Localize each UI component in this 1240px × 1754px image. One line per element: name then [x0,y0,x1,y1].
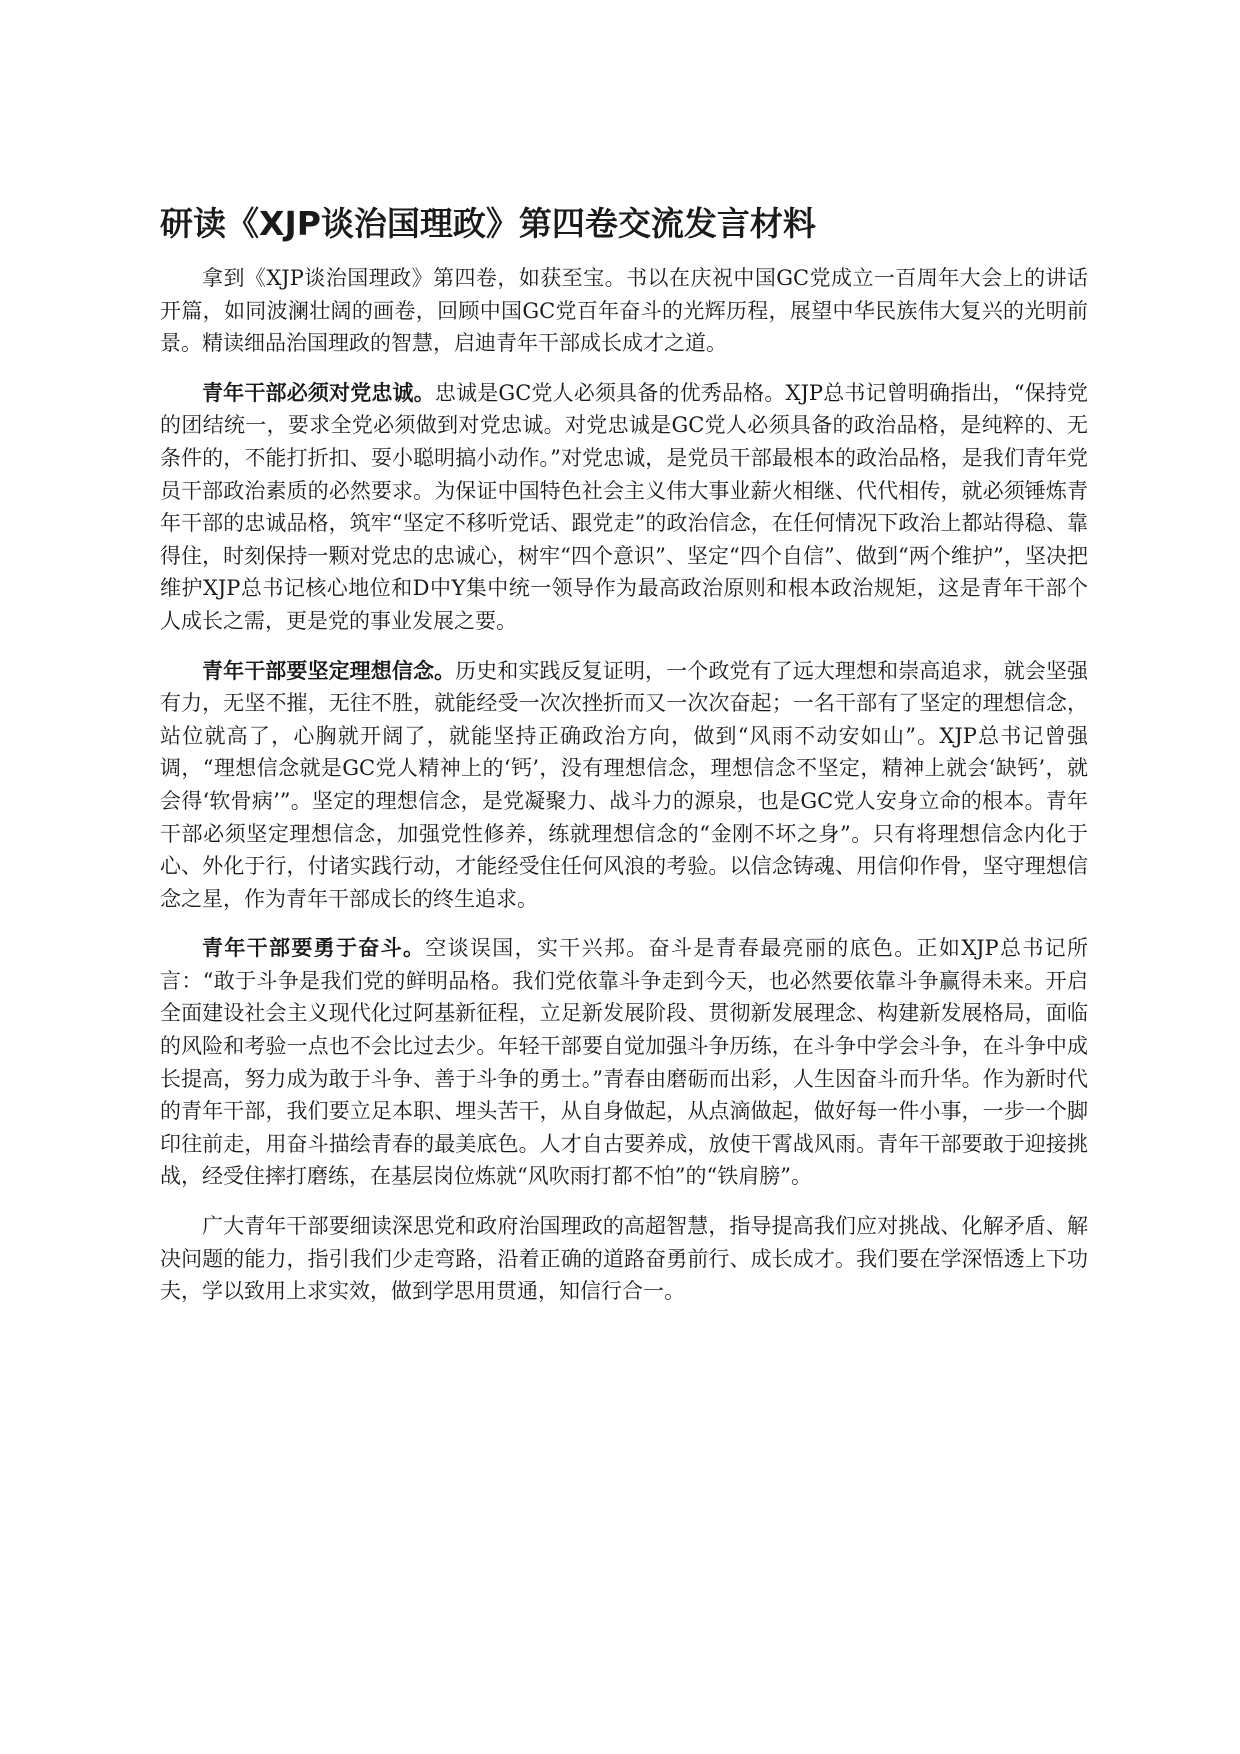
paragraph-text: 空谈误国，实干兴邦。奋斗是青春最亮丽的底色。正如XJP总书记所言：“敢于斗争是我们党的鲜明品格。我们党依靠斗争走到今天，也必然要依靠斗争赢得未来。开启全面建设社会主义现代化过阿基新征程，立足新发展阶段、贯彻新发展理念、构建新发展格局，面临的风险和考验一点也不会比过去少。年轻干部要自觉加强斗争历练，在斗争中学会斗争，在斗争中成长提高，努力成为敢于斗争、善于斗争的勇士。”青春由磨砺而出彩，人生因奋斗而升华。作为新时代的青年干部，我们要立足本职、埋头苦干，从自身做起，从点滴做起，做好每一件小事，一步一个脚印往前走，用奋斗描绘青春的最美底色。人才自古要养成，放使干霄战风雨。青年干部要敢于迎接挑战，经受住摔打磨练，在基层岗位炼就“风吹雨打都不怕”的“铁肩膀”。 [160,936,1089,1189]
paragraph-lead: 青年干部要勇于奋斗。 [202,936,426,961]
paragraph-ideals [160,655,1088,916]
paragraph-loyalty [160,377,1088,638]
paragraph-lead: 青年干部要坚定理想信念。 [202,658,456,683]
paragraph-intro [160,262,1088,360]
document-title: 研读《XJP谈治国理政》第四卷交流发言材料 [160,204,816,243]
paragraph-text: 广大青年干部要细读深思党和政府治国理政的高超智慧，指导提高我们应对挑战、化解矛盾、解决问题的能力，指引我们少走弯路，沿着正确的道路奋勇前行、成长成才。我们要在学深悟透上下功夫，学以致用上求实效，做到学思用贯通，知信行合一。 [160,1214,1088,1304]
paragraph-text: 历史和实践反复证明，一个政党有了远大理想和崇高追求，就会坚强有力，无坚不摧，无往不胜，就能经受一次次挫折而又一次次奋起；一名干部有了坚定的理想信念，站位就高了，心胸就开阔了，就能坚持正确政治方向，做到“风雨不动安如山”。XJP总书记曾强调，“理想信念就是GC党人精神上的‘钙’，没有理想信念，理想信念不坚定，精神上就会‘缺钙’，就会得‘软骨病’”。坚定的理想信念，是党凝聚力、战斗力的源泉，也是GC党人安身立命的根本。青年干部必须坚定理想信念，加强党性修养，练就理想信念的“金刚不坏之身”。只有将理想信念内化于心、外化于行，付诸实践行动，才能经受住任何风浪的考验。以信念铸魂、用信仰作骨，坚守理想信念之星，作为青年干部成长的终生追求。 [160,658,1088,911]
paragraph-struggle [160,932,1088,1193]
paragraph-text: 拿到《XJP谈治国理政》第四卷，如获至宝。书以在庆祝中国GC党成立一百周年大会上的讲话开篇，如同波澜壮阔的画卷，回顾中国GC党百年奋斗的光辉历程，展望中华民族伟大复兴的光明前景。精读细品治国理政的智慧，启迪青年干部成长成才之道。 [160,266,1088,356]
paragraph-text: 忠诚是GC党人必须具备的优秀品格。XJP总书记曾明确指出，“保持党的团结统一，要求全党必须做到对党忠诚。对党忠诚是GC党人必须具备的政治品格，是纯粹的、无条件的，不能打折扣、耍小聪明搞小动作。”对党忠诚，是党员干部最根本的政治品格，是我们青年党员干部政治素质的必然要求。为保证中国特色社会主义伟大事业薪火相继、代代相传，就必须锤炼青年干部的忠诚品格，筑牢“坚定不移听党话、跟党走”的政治信念，在任何情况下政治上都站得稳、靠得住，时刻保持一颗对党忠的忠诚心，树牢“四个意识”、坚定“四个自信”、做到“两个维护”，坚决把维护XJP总书记核心地位和D中Y集中统一领导作为最高政治原则和根本政治规矩，这是青年干部个人成长之需，更是党的事业发展之要。 [160,380,1088,633]
paragraph-conclusion [160,1210,1088,1308]
document-page [160,200,1088,1325]
paragraph-lead: 青年干部必须对党忠诚。 [202,380,435,405]
